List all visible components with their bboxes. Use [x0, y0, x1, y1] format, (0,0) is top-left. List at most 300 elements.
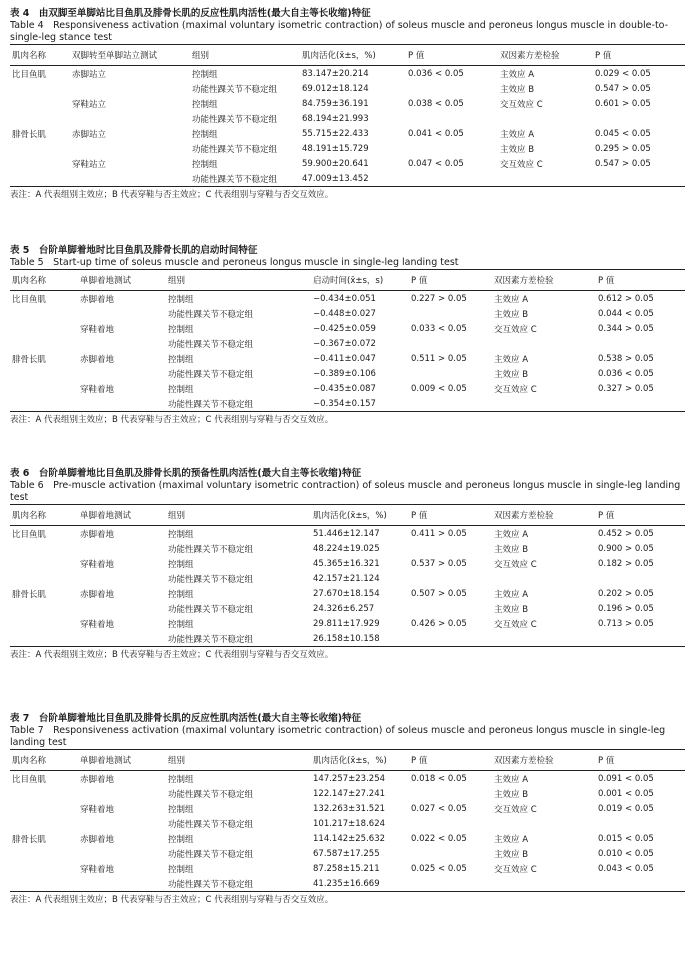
table-row	[10, 831, 685, 846]
table-row	[10, 801, 685, 816]
table-row	[10, 381, 685, 396]
column-header: P 值	[411, 276, 428, 286]
table-cell: 交互效应 C	[500, 159, 543, 170]
table-row	[10, 396, 685, 412]
table-cell: 腓骨长肌	[12, 354, 47, 365]
table-cell	[10, 631, 78, 647]
table-cell: 0.022 < 0.05	[411, 833, 467, 844]
table-row	[10, 306, 685, 321]
table-cell	[78, 366, 166, 381]
table-cell: −0.411±0.047	[313, 353, 376, 364]
table-cell	[10, 846, 78, 861]
column-header: 启动时间(x̄±s，s)	[313, 276, 384, 286]
table-cell: 控制组	[192, 69, 218, 80]
table-cell	[596, 631, 685, 647]
table-note: 表注：A 代表组别主效应；B 代表穿鞋与否主效应；C 代表组别与穿鞋与否交互效应。	[10, 650, 334, 660]
table-header	[10, 270, 685, 291]
table-cell	[10, 171, 70, 187]
table-cell: 功能性踝关节不稳定组	[168, 604, 254, 615]
table-cell: 功能性踝关节不稳定组	[168, 819, 254, 830]
table-row	[10, 96, 685, 111]
table-cell: 0.511 > 0.05	[411, 353, 467, 364]
table-cell: 132.263±31.521	[313, 803, 386, 814]
table-row	[10, 336, 685, 351]
table-title-zh: 表 5 台阶单脚着地时比目鱼肌及腓骨长肌的启动时间特征	[10, 245, 258, 256]
table-note: 表注：A 代表组别主效应；B 代表穿鞋与否主效应；C 代表组别与穿鞋与否交互效应。	[10, 190, 334, 200]
column-header: 组别	[168, 276, 186, 286]
table-cell	[10, 801, 78, 816]
table-cell: 控制组	[168, 354, 194, 365]
header-row	[10, 45, 685, 66]
table-cell	[70, 141, 190, 156]
table-cell: −0.425±0.059	[313, 323, 376, 334]
table-cell	[10, 96, 70, 111]
table-cell: 主效应 A	[494, 774, 529, 785]
table-cell: 47.009±13.452	[302, 173, 369, 184]
column-header: 肌肉活化(x̄±s，%)	[302, 51, 376, 61]
table-cell: 穿鞋站立	[72, 159, 107, 170]
table-cell	[70, 81, 190, 96]
table-cell: 交互效应 C	[500, 99, 543, 110]
table-cell: 比目鱼肌	[12, 774, 47, 785]
table-cell: 穿鞋站立	[72, 99, 107, 110]
table-cell	[10, 321, 78, 336]
table-title-zh: 表 4 由双脚至单脚站比目鱼肌及腓骨长肌的反应性肌肉活性(最大自主等长收缩)特征	[10, 8, 371, 19]
table-cell: 114.142±25.632	[313, 833, 386, 844]
table-cell: 穿鞋着地	[80, 559, 115, 570]
table-row	[10, 876, 685, 892]
table-cell: 交互效应 C	[494, 619, 537, 630]
column-header: 单脚着地测试	[80, 276, 132, 286]
table-cell	[10, 861, 78, 876]
table-cell: 48.224±19.025	[313, 543, 380, 554]
table-cell: 主效应 B	[494, 789, 529, 800]
table-cell	[10, 306, 78, 321]
data-table	[10, 44, 685, 187]
column-header: 双因素方差检验	[494, 276, 554, 286]
table-cell	[10, 571, 78, 586]
table-cell: −0.435±0.087	[313, 383, 376, 394]
table-4	[10, 8, 685, 201]
column-header: P 值	[598, 276, 615, 286]
table-cell: 功能性踝关节不稳定组	[168, 634, 254, 645]
table-cell: 控制组	[168, 619, 194, 630]
table-cell: 0.612 > 0.05	[598, 293, 654, 304]
table-cell	[78, 601, 166, 616]
table-cell: 0.182 > 0.05	[598, 558, 654, 569]
table-cell: 交互效应 C	[494, 384, 537, 395]
table-cell: 147.257±23.254	[313, 773, 386, 784]
table-cell: 腓骨长肌	[12, 589, 47, 600]
table-cell: 0.411 > 0.05	[411, 528, 467, 539]
table-cell: 功能性踝关节不稳定组	[168, 789, 254, 800]
table-header	[10, 45, 685, 66]
table-row	[10, 351, 685, 366]
table-cell: 68.194±21.993	[302, 113, 369, 124]
column-header: 组别	[168, 756, 186, 766]
table-cell: 0.045 < 0.05	[595, 128, 651, 139]
table-row	[10, 861, 685, 876]
table-cell: 0.027 < 0.05	[411, 803, 467, 814]
table-cell	[409, 396, 492, 412]
table-cell: 赤脚着地	[80, 834, 115, 845]
table-cell: 控制组	[168, 324, 194, 335]
table-row	[10, 771, 685, 787]
table-cell: 比目鱼肌	[12, 294, 47, 305]
table-cell: 穿鞋着地	[80, 384, 115, 395]
table-cell: 主效应 A	[494, 354, 529, 365]
data-table	[10, 504, 685, 647]
table-cell: 51.446±12.147	[313, 528, 380, 539]
table-cell	[409, 816, 492, 831]
table-cell: 84.759±36.191	[302, 98, 369, 109]
table-title-en: Table 6 Pre-muscle activation (maximal voluntary isometric contraction) of soleus muscle and peroneus longus muscle in single-leg landing test	[10, 480, 681, 503]
table-header	[10, 750, 685, 771]
table-cell: 赤脚着地	[80, 589, 115, 600]
table-cell	[78, 396, 166, 412]
table-cell	[498, 171, 593, 187]
table-cell	[492, 336, 596, 351]
table-row	[10, 631, 685, 647]
table-cell	[10, 876, 78, 892]
table-cell	[409, 366, 492, 381]
table-cell: 功能性踝关节不稳定组	[168, 849, 254, 860]
table-cell: 0.047 < 0.05	[408, 158, 464, 169]
table-cell	[492, 631, 596, 647]
data-table	[10, 269, 685, 412]
table-cell: 交互效应 C	[494, 864, 537, 875]
table-cell: 功能性踝关节不稳定组	[168, 879, 254, 890]
table-cell: 0.295 > 0.05	[595, 143, 651, 154]
table-cell	[10, 156, 70, 171]
table-7	[10, 713, 685, 906]
table-cell	[409, 631, 492, 647]
table-row	[10, 586, 685, 601]
table-cell: 赤脚着地	[80, 294, 115, 305]
table-cell	[10, 366, 78, 381]
table-cell	[492, 571, 596, 586]
table-cell: 45.365±16.321	[313, 558, 380, 569]
table-cell: 控制组	[192, 129, 218, 140]
table-cell	[409, 571, 492, 586]
table-cell: 控制组	[168, 834, 194, 845]
table-title-zh: 表 6 台阶单脚着地比目鱼肌及腓骨长肌的预备性肌肉活性(最大自主等长收缩)特征	[10, 468, 362, 479]
table-cell: 0.202 > 0.05	[598, 588, 654, 599]
table-cell: 功能性踝关节不稳定组	[168, 309, 254, 320]
table-cell: 0.547 > 0.05	[595, 83, 651, 94]
table-cell: 122.147±27.241	[313, 788, 386, 799]
table-cell: 0.036 < 0.05	[598, 368, 654, 379]
table-cell: 0.900 > 0.05	[598, 543, 654, 554]
table-title-en: Table 4 Responsiveness activation (maximal voluntary isometric contraction) of soleus muscle and peroneus longus muscle in double-to-single-leg stance test	[10, 20, 669, 43]
table-cell	[10, 601, 78, 616]
table-cell: 主效应 B	[500, 84, 535, 95]
table-cell	[10, 81, 70, 96]
table-body	[10, 66, 685, 187]
table-cell	[492, 876, 596, 892]
table-row	[10, 171, 685, 187]
table-cell: 0.001 < 0.05	[598, 788, 654, 799]
table-cell	[78, 846, 166, 861]
table-cell	[409, 786, 492, 801]
table-cell: 控制组	[168, 559, 194, 570]
table-cell: 27.670±18.154	[313, 588, 380, 599]
table-cell: 赤脚站立	[72, 69, 107, 80]
table-cell: 0.029 < 0.05	[595, 68, 651, 79]
table-row	[10, 366, 685, 381]
table-cell: 控制组	[168, 774, 194, 785]
table-cell: 0.009 < 0.05	[411, 383, 467, 394]
table-cell: 功能性踝关节不稳定组	[192, 114, 278, 125]
table-cell	[78, 541, 166, 556]
table-cell: 腓骨长肌	[12, 834, 47, 845]
table-cell: 控制组	[168, 294, 194, 305]
table-cell: 控制组	[168, 589, 194, 600]
column-header: P 值	[408, 51, 425, 61]
table-body	[10, 291, 685, 412]
table-cell: 26.158±10.158	[313, 633, 380, 644]
table-cell: 比目鱼肌	[12, 529, 47, 540]
table-title-en: Table 7 Responsiveness activation (maximal voluntary isometric contraction) of soleus muscle and peroneus longus muscle in single-leg landing test	[10, 725, 666, 748]
table-cell: 主效应 A	[500, 69, 535, 80]
table-cell	[78, 306, 166, 321]
table-cell: 0.041 < 0.05	[408, 128, 464, 139]
table-cell: 比目鱼肌	[12, 69, 47, 80]
table-cell	[10, 141, 70, 156]
table-cell: 功能性踝关节不稳定组	[192, 174, 278, 185]
table-cell	[10, 816, 78, 831]
table-cell: 功能性踝关节不稳定组	[192, 84, 278, 95]
column-header: 组别	[192, 51, 210, 61]
column-header: 肌肉活化(x̄±s，%)	[313, 511, 387, 521]
table-cell: 赤脚站立	[72, 129, 107, 140]
table-cell: 功能性踝关节不稳定组	[168, 574, 254, 585]
table-row	[10, 126, 685, 141]
header-row	[10, 750, 685, 771]
column-header: 双因素方差检验	[494, 511, 554, 521]
table-cell: 控制组	[168, 384, 194, 395]
table-cell: 主效应 B	[494, 309, 529, 320]
table-cell	[78, 816, 166, 831]
table-row	[10, 846, 685, 861]
table-cell: 赤脚着地	[80, 774, 115, 785]
table-row	[10, 291, 685, 307]
table-cell: 穿鞋着地	[80, 804, 115, 815]
table-cell: 29.811±17.929	[313, 618, 380, 629]
column-header: P 值	[411, 756, 428, 766]
table-cell	[498, 111, 593, 126]
data-table	[10, 749, 685, 892]
table-cell	[593, 111, 685, 126]
table-cell: 0.537 > 0.05	[411, 558, 467, 569]
table-row	[10, 66, 685, 82]
table-cell: 0.196 > 0.05	[598, 603, 654, 614]
column-header: 双脚转至单脚站立测试	[72, 51, 158, 61]
table-row	[10, 601, 685, 616]
table-cell: 主效应 B	[494, 604, 529, 615]
table-cell: −0.354±0.157	[313, 398, 376, 409]
table-cell	[409, 336, 492, 351]
table-cell	[406, 171, 498, 187]
column-header: 肌肉名称	[12, 756, 47, 766]
table-cell	[10, 556, 78, 571]
table-cell	[596, 396, 685, 412]
table-cell	[78, 631, 166, 647]
column-header: P 值	[598, 756, 615, 766]
table-cell: 主效应 A	[494, 589, 529, 600]
column-header: P 值	[411, 511, 428, 521]
table-cell	[10, 336, 78, 351]
table-cell	[596, 336, 685, 351]
table-cell: 0.601 > 0.05	[595, 98, 651, 109]
table-cell: −0.434±0.051	[313, 293, 376, 304]
table-row	[10, 156, 685, 171]
table-cell: 赤脚着地	[80, 529, 115, 540]
table-cell: 控制组	[168, 864, 194, 875]
table-cell: 主效应 A	[494, 834, 529, 845]
table-note: 表注：A 代表组别主效应；B 代表穿鞋与否主效应；C 代表组别与穿鞋与否交互效应。	[10, 895, 334, 905]
table-cell	[593, 171, 685, 187]
table-cell: 主效应 A	[494, 529, 529, 540]
table-title-en: Table 5 Start-up time of soleus muscle and peroneus longus muscle in single-leg landing test	[10, 257, 459, 268]
column-header: 肌肉名称	[12, 51, 47, 61]
table-cell: 功能性踝关节不稳定组	[168, 339, 254, 350]
table-row	[10, 81, 685, 96]
table-cell: 0.025 < 0.05	[411, 863, 467, 874]
table-cell	[409, 846, 492, 861]
table-cell: 穿鞋着地	[80, 619, 115, 630]
table-cell: 0.426 > 0.05	[411, 618, 467, 629]
table-body	[10, 526, 685, 647]
table-row	[10, 141, 685, 156]
table-cell: 69.012±18.124	[302, 83, 369, 94]
table-cell: 0.344 > 0.05	[598, 323, 654, 334]
table-cell: 41.235±16.669	[313, 878, 380, 889]
table-cell: 67.587±17.255	[313, 848, 380, 859]
table-cell: 55.715±22.433	[302, 128, 369, 139]
table-cell	[406, 81, 498, 96]
table-cell: 59.900±20.641	[302, 158, 369, 169]
table-cell: −0.367±0.072	[313, 338, 376, 349]
table-cell: 0.713 > 0.05	[598, 618, 654, 629]
table-row	[10, 556, 685, 571]
header-row	[10, 505, 685, 526]
table-cell: 0.452 > 0.05	[598, 528, 654, 539]
table-cell	[409, 876, 492, 892]
table-cell: 功能性踝关节不稳定组	[168, 544, 254, 555]
table-cell: 主效应 B	[494, 369, 529, 380]
table-cell: 主效应 A	[500, 129, 535, 140]
table-cell: 主效应 B	[494, 544, 529, 555]
table-cell	[492, 816, 596, 831]
table-cell: 穿鞋着地	[80, 324, 115, 335]
table-cell	[10, 381, 78, 396]
column-header: P 值	[598, 511, 615, 521]
column-header: 单脚着地测试	[80, 756, 132, 766]
table-cell: 控制组	[168, 804, 194, 815]
table-row	[10, 816, 685, 831]
table-cell	[596, 876, 685, 892]
table-cell: 0.043 < 0.05	[598, 863, 654, 874]
column-header: 肌肉名称	[12, 511, 47, 521]
table-cell: 83.147±20.214	[302, 68, 369, 79]
table-row	[10, 571, 685, 586]
table-cell	[78, 571, 166, 586]
table-cell	[596, 816, 685, 831]
table-cell	[492, 396, 596, 412]
table-cell	[596, 571, 685, 586]
table-cell: 87.258±15.211	[313, 863, 380, 874]
column-header: 肌肉名称	[12, 276, 47, 286]
table-cell	[10, 786, 78, 801]
table-cell: 48.191±15.729	[302, 143, 369, 154]
table-cell: −0.389±0.106	[313, 368, 376, 379]
table-row	[10, 526, 685, 542]
table-cell: 交互效应 C	[494, 804, 537, 815]
table-body	[10, 771, 685, 892]
table-cell: 0.227 > 0.05	[411, 293, 467, 304]
table-cell: 0.015 < 0.05	[598, 833, 654, 844]
table-cell: 控制组	[192, 159, 218, 170]
table-cell	[70, 111, 190, 126]
table-row	[10, 616, 685, 631]
table-cell	[10, 541, 78, 556]
table-cell: 0.038 < 0.05	[408, 98, 464, 109]
column-header: 肌肉活化(x̄±s，%)	[313, 756, 387, 766]
column-header: 单脚着地测试	[80, 511, 132, 521]
table-title-zh: 表 7 台阶单脚着地比目鱼肌及腓骨长肌的反应性肌肉活性(最大自主等长收缩)特征	[10, 713, 362, 724]
table-cell: 主效应 B	[500, 144, 535, 155]
column-header: 双因素方差检验	[500, 51, 560, 61]
table-row	[10, 321, 685, 336]
table-cell	[78, 876, 166, 892]
table-cell: 0.018 < 0.05	[411, 773, 467, 784]
table-cell	[78, 786, 166, 801]
table-cell: 0.044 < 0.05	[598, 308, 654, 319]
table-cell: 交互效应 C	[494, 324, 537, 335]
table-cell: 腓骨长肌	[12, 129, 47, 140]
table-cell: 0.019 < 0.05	[598, 803, 654, 814]
table-cell	[409, 541, 492, 556]
table-6	[10, 468, 685, 661]
table-cell: 101.217±18.624	[313, 818, 386, 829]
table-cell: 交互效应 C	[494, 559, 537, 570]
header-row	[10, 270, 685, 291]
table-cell: 功能性踝关节不稳定组	[168, 399, 254, 410]
table-cell: 赤脚着地	[80, 354, 115, 365]
table-cell	[70, 171, 190, 187]
table-cell	[78, 336, 166, 351]
table-cell	[10, 616, 78, 631]
table-cell	[409, 306, 492, 321]
table-cell	[10, 111, 70, 126]
table-cell	[10, 396, 78, 412]
table-row	[10, 786, 685, 801]
table-cell: −0.448±0.027	[313, 308, 376, 319]
table-cell	[406, 141, 498, 156]
table-row	[10, 541, 685, 556]
table-cell: 42.157±21.124	[313, 573, 380, 584]
column-header: 组别	[168, 511, 186, 521]
table-cell	[409, 601, 492, 616]
table-cell: 控制组	[168, 529, 194, 540]
column-header: P 值	[595, 51, 612, 61]
table-row	[10, 111, 685, 126]
table-cell: 功能性踝关节不稳定组	[192, 144, 278, 155]
table-note: 表注：A 代表组别主效应；B 代表穿鞋与否主效应；C 代表组别与穿鞋与否交互效应。	[10, 415, 334, 425]
table-cell: 0.010 < 0.05	[598, 848, 654, 859]
table-cell: 0.538 > 0.05	[598, 353, 654, 364]
